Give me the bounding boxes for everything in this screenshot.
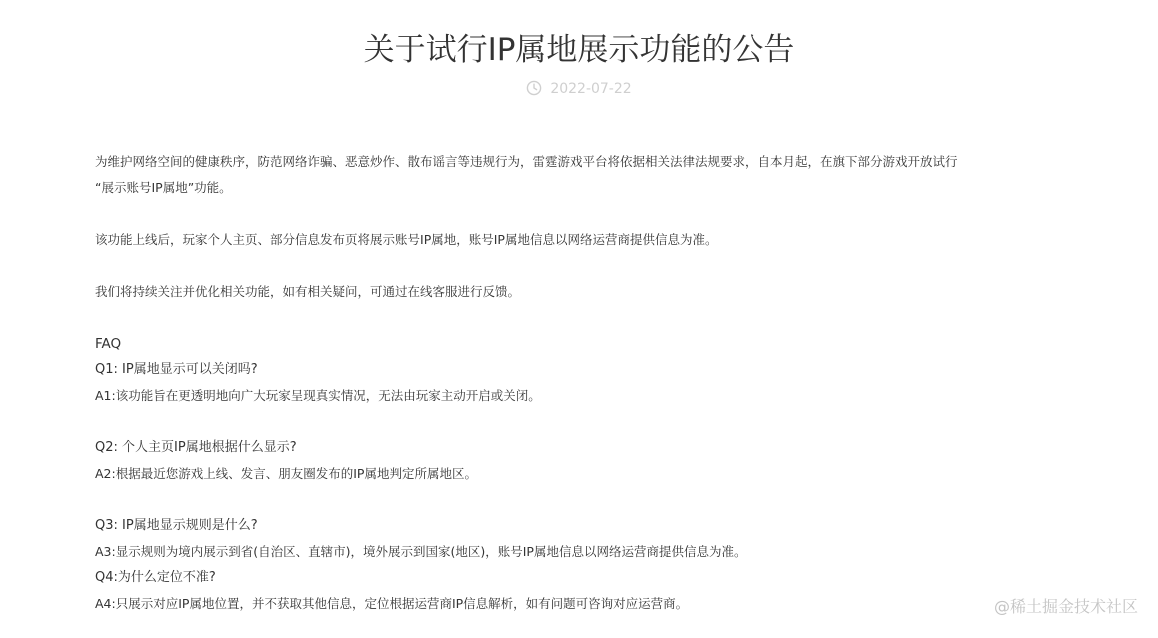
- watermark: @稀土掘金技术社区: [993, 597, 1138, 616]
- spacer: [95, 409, 1085, 435]
- paragraph-feedback: 我们将持续关注并优化相关功能，如有相关疑问，可通过在线客服进行反馈。: [95, 284, 521, 299]
- faq-answer-2: A2:根据最近您游戏上线、发言、朋友圈发布的IP属地判定所属地区。: [95, 466, 477, 481]
- spacer: [95, 487, 1085, 513]
- spacer: [95, 201, 1085, 227]
- faq-answer-4: A4:只展示对应IP属地位置，并不获取其他信息，定位根据运营商IP信息解析，如有问题可咨询对应运营商。: [95, 596, 689, 611]
- faq-question-1: Q1: IP属地显示可以关闭吗?: [95, 362, 258, 377]
- page-title: 关于试行IP属地展示功能的公告: [363, 32, 795, 68]
- faq-answer-3: A3:显示规则为境内展示到省(自治区、直辖市)，境外展示到国家(地区)，账号IP属地信息以网络运营商提供信息为准。: [95, 544, 747, 559]
- clock-icon: [526, 80, 542, 101]
- faq-heading: FAQ: [95, 336, 122, 352]
- paragraph-intro-line-1: 为维护网络空间的健康秩序，防范网络诈骗、恶意炒作、散布谣言等违规行为，雷霆游戏平台将依据相关法律法规要求，自本月起，在旗下部分游戏开放试行: [95, 154, 958, 169]
- paragraph-intro-line-2: “展示账号IP属地”功能。: [95, 180, 232, 195]
- publish-date: 2022-07-22: [550, 81, 632, 97]
- faq-question-4: Q4:为什么定位不准?: [95, 570, 216, 585]
- paragraph-feature: 该功能上线后，玩家个人主页、部分信息发布页将展示账号IP属地，账号IP属地信息以网络运营商提供信息为准。: [95, 232, 718, 247]
- faq-answer-1: A1:该功能旨在更透明地向广大玩家呈现真实情况，无法由玩家主动开启或关闭。: [95, 388, 541, 403]
- faq-question-3: Q3: IP属地显示规则是什么?: [95, 518, 258, 533]
- faq-question-2: Q2: 个人主页IP属地根据什么显示?: [95, 440, 297, 455]
- spacer: [95, 305, 1085, 331]
- article-body: [95, 149, 1085, 617]
- publish-meta: [0, 80, 1158, 101]
- spacer: [95, 253, 1085, 279]
